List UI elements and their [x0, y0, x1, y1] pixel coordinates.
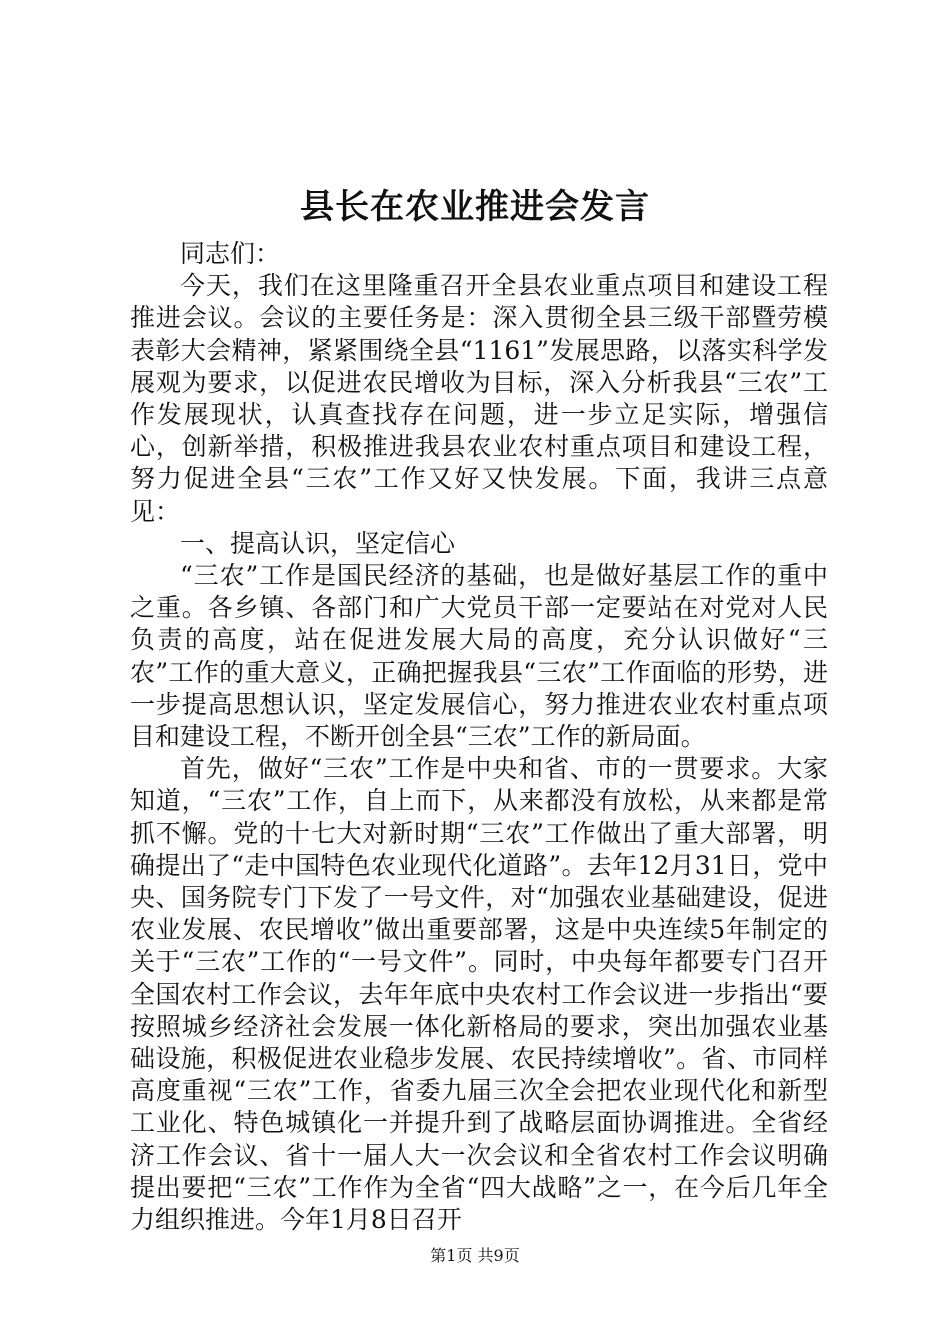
paragraph-first-point: 首先，做好“三农”工作是中央和省、市的一贯要求。大家知道，“三农”工作，自上而下，从来都没有放松，从来都是常抓不懈。党的十七大对新时期“三农”工作做出了重大部署，明确提出了“走中国特色农业现代化道路”。去年12月31日，党中央、国务院专门下发了一号文件，对“加强农业基础建设，促进农业发展、农民增收”做出重要部署，这是中央连续5年制定的关于“三农”工作的“一号文件”。同时，中央每年都要专门召开全国农村工作会议，去年年底中央农村工作会议进一步指出“要按照城乡经济社会发展一体化新格局的要求，突出加强农业基础设施，积极促进农业稳步发展、农民持续增收”。省、市同样高度重视“三农”工作，省委九届三次全会把农业现代化和新型工业化、特色城镇化一并提升到了战略层面协调推进。全省经济工作会议、省十一届人大一次会议和全省农村工作会议明确提出要把“三农”工作作为全省“四大战略”之一，在今后几年全力组织推进。今年1月8日召开: [130, 754, 828, 1235]
page-footer: 第1页 共9页: [430, 1246, 520, 1265]
paragraph-salutation: 同志们：: [180, 239, 281, 268]
paragraph-intro: 今天，我们在这里隆重召开全县农业重点项目和建设工程推进会议。会议的主要任务是：深入贯彻全县三级干部暨劳模表彰大会精神，紧紧围绕全县“1161”发展思路，以落实科学发展观为要求，以促进农民增收为目标，深入分析我县“三农”工作发展现状，认真查找存在问题，进一步立足实际，增强信心，创新举措，积极推进我县农业农村重点项目和建设工程，努力促进全县“三农”工作又好又快发展。下面，我讲三点意见：: [130, 271, 828, 526]
document-title: 县长在农业推进会发言: [300, 187, 650, 227]
paragraph-section-1: “三农”工作是国民经济的基础，也是做好基层工作的重中之重。各乡镇、各部门和广大党员干部一定要站在对党对人民负责的高度，站在促进发展大局的高度，充分认识做好“三农”工作的重大意义，正确把握我县“三农”工作面临的形势，进一步提高思想认识，坚定发展信心，努力推进农业农村重点项目和建设工程，不断开创全县“三农”工作的新局面。: [130, 561, 828, 752]
section-heading-1: 一、提高认识，坚定信心: [180, 528, 456, 558]
document-body: [130, 238, 828, 1236]
